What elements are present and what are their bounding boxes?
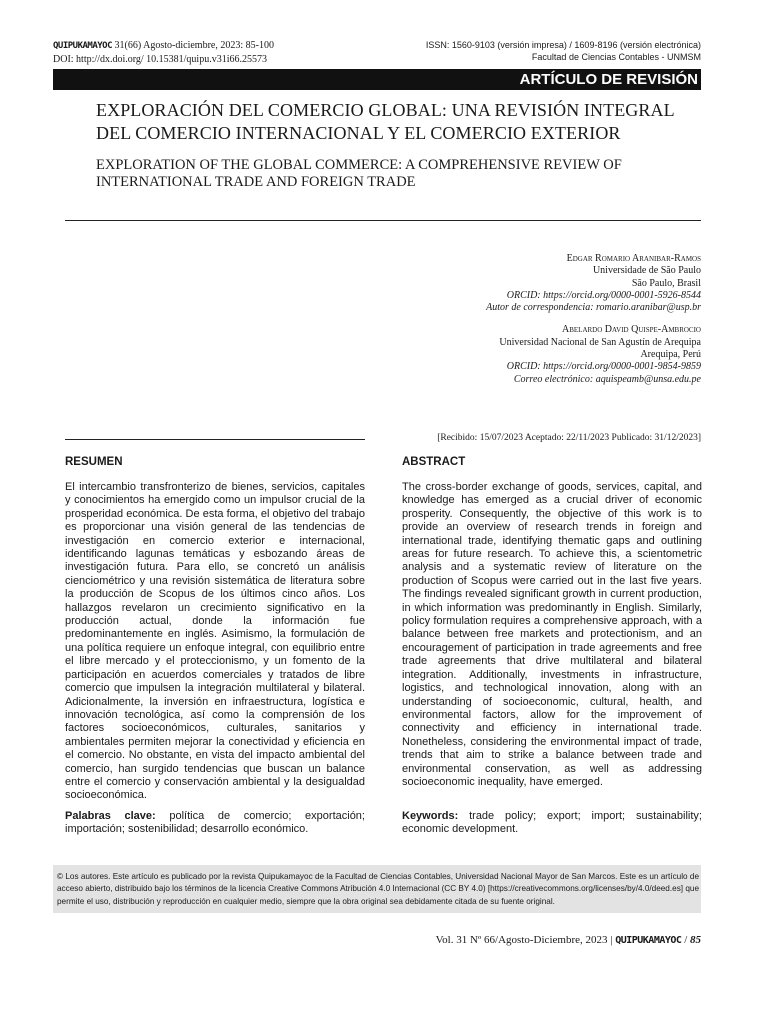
author-location: São Paulo, Brasil	[631, 277, 701, 289]
author-contact[interactable]: Autor de correspondencia: romario.aranibar@usp.br	[486, 302, 701, 314]
divider	[65, 439, 365, 440]
title-spanish-line: DEL COMERCIO INTERNACIONAL Y EL COMERCIO EXTERIOR	[96, 123, 621, 143]
author-affiliation: Universidade de São Paulo	[592, 265, 701, 277]
journal-citation	[53, 39, 274, 66]
author-entry	[371, 324, 701, 385]
issn-text: ISSN: 1560-9103 (versión impresa) / 1609-8196 (versión electrónica)	[425, 40, 701, 50]
keywords-spanish	[65, 810, 365, 837]
section-label: ARTÍCULO DE REVISIÓN	[519, 71, 698, 88]
doi-link[interactable]: DOI: http://dx.doi.org/ 10.15381/quipu.v31i66.25573	[53, 54, 267, 65]
issue-info: 31(66) Agosto-diciembre, 2023: 85-100	[114, 40, 274, 51]
keywords-english	[402, 810, 702, 837]
resumen-heading: RESUMEN	[65, 456, 123, 468]
page-number: 85	[690, 934, 701, 946]
publication-dates: [Recibido: 15/07/2023 Aceptado: 22/11/2023 Publicado: 31/12/2023]	[437, 433, 701, 443]
title-english	[96, 157, 696, 191]
keywords-spanish-list: política de comercio; exportación; importación; sostenibilidad; desarrollo económico.	[65, 810, 365, 836]
author-orcid[interactable]: ORCID: https://orcid.org/0000-0001-9854-9859	[506, 361, 701, 373]
abstract-text: The cross-border exchange of goods, services, capital, and knowledge has emerged as a crucial driver of economic prosperity. Consequently, the objective of this work is to provide an overview of research trends in foreign and international trade, identifying thematic gaps and outlining areas for future research. To achieve this, a scientometric analysis and a systematic review of literature on the production of Scopus were carried out in the last five years. The findings revealed significant growth in current production, in which information was predominantly in English. Similarly, policy formulation requires a comprehensive approach, with a balance between free markets and protectionism, and an encouragement of participation in trade agreements and free trade agreements that drive multilateral and bilateral integration. Additionally, investments in infrastructure, logistics, and technological innovation, along with an understanding of socioeconomic, cultural, health, and environmental factors, allow for the improvement of connectivity and efficiency in international trade. Nonetheless, considering the environmental impact of trade, trends that aim to strike a balance between trade and environmental conservation, as well as addressing socioeconomic inequality, have emerged.	[402, 481, 702, 788]
divider	[65, 220, 701, 221]
title-english-line: EXPLORATION OF THE GLOBAL COMMERCE: A COMPREHENSIVE REVIEW OF	[96, 157, 622, 173]
author-name: Edgar Romario Aranibar-Ramos	[566, 253, 701, 264]
footer-journal: QUIPUKAMAYOC	[615, 935, 682, 946]
footer-volume: Vol. 31 Nº 66/Agosto-Diciembre, 2023	[435, 934, 608, 946]
journal-name: QUIPUKAMAYOC	[53, 41, 113, 51]
keywords-spanish-label: Palabras clave:	[65, 810, 156, 822]
keywords-english-list: trade policy; export; import; sustainability; economic development.	[402, 810, 702, 836]
faculty-text: Facultad de Ciencias Contables - UNMSM	[531, 52, 701, 62]
title-spanish	[96, 99, 696, 145]
author-contact[interactable]: Correo electrónico: aquispeamb@unsa.edu.pe	[513, 373, 701, 385]
abstract-heading: ABSTRACT	[402, 456, 466, 468]
author-orcid[interactable]: ORCID: https://orcid.org/0000-0001-5926-8544	[506, 289, 701, 301]
author-block	[371, 253, 701, 386]
license-text: © Los autores. Este artículo es publicado por la revista Quipukamayoc de la Facultad de Ciencias Contables, Universidad Nacional Mayor de San Marcos. Este es un artículo de acceso abierto, distribuido bajo los términos de la licencia Creative Commons Atribución 4.0 Internacional (CC BY 4.0) [https://creativecommons.org/licenses/by/4.0/deed.es] que permite el uso, distribución y reproducción en cualquier medio, siempre que la obra original sea debidamente citada de su fuente original.	[57, 872, 699, 906]
resumen-text: El intercambio transfronterizo de bienes, servicios, capitales y conocimientos ha emergido como un impulsor crucial de la prosperidad económica. De esta forma, el objetivo del trabajo es proporcionar una visión general de las tendencias de investigación en comercio exterior e internacional, identificando lagunas temáticas y esbozando áreas de investigación futura. Para ello, se concretó un análisis cienciométrico y una revisión sistemática de literatura sobre la producción de Scopus de los últimos cinco años. Los hallazgos revelaron un crecimiento significativo en la producción actual, donde la información fue predominantemente en inglés. Asimismo, la formulación de una política requiere un enfoque integral, con equilibrio entre el libre mercado y el proteccionismo, y un fomento de la participación en acuerdos comerciales y tratados de libre comercio que impulsen la integración multilateral y bilateral. Adicionalmente, la inversión en infraestructura, logística e innovación tecnológica, así como la comprensión de los factores socioeconómicos, culturales, sanitarios y ambientales permiten mejorar la conectividad y eficiencia en el comercio. No obstante, en vista del impacto ambiental del comercio, han surgido tendencias que buscan un balance entre el comercio y conservación ambiental y la desigualdad socioeconómica.	[65, 481, 365, 802]
page-footer: Vol. 31 Nº 66/Agosto-Diciembre, 2023 | QUIPUKAMAYOC / 85	[435, 934, 701, 946]
author-location: Arequipa, Perú	[640, 349, 701, 361]
author-name: Abelardo David Quispe-Ambrocio	[562, 324, 701, 336]
keywords-english-label: Keywords:	[402, 810, 459, 822]
issn-block	[426, 39, 701, 63]
title-english-line: INTERNATIONAL TRADE AND FOREIGN TRADE	[96, 174, 416, 190]
title-spanish-line: EXPLORACIÓN DEL COMERCIO GLOBAL: UNA REVISIÓN INTEGRAL	[96, 100, 675, 120]
author-affiliation: Universidad Nacional de San Agustín de Arequipa	[499, 336, 701, 348]
author-entry	[371, 253, 701, 314]
